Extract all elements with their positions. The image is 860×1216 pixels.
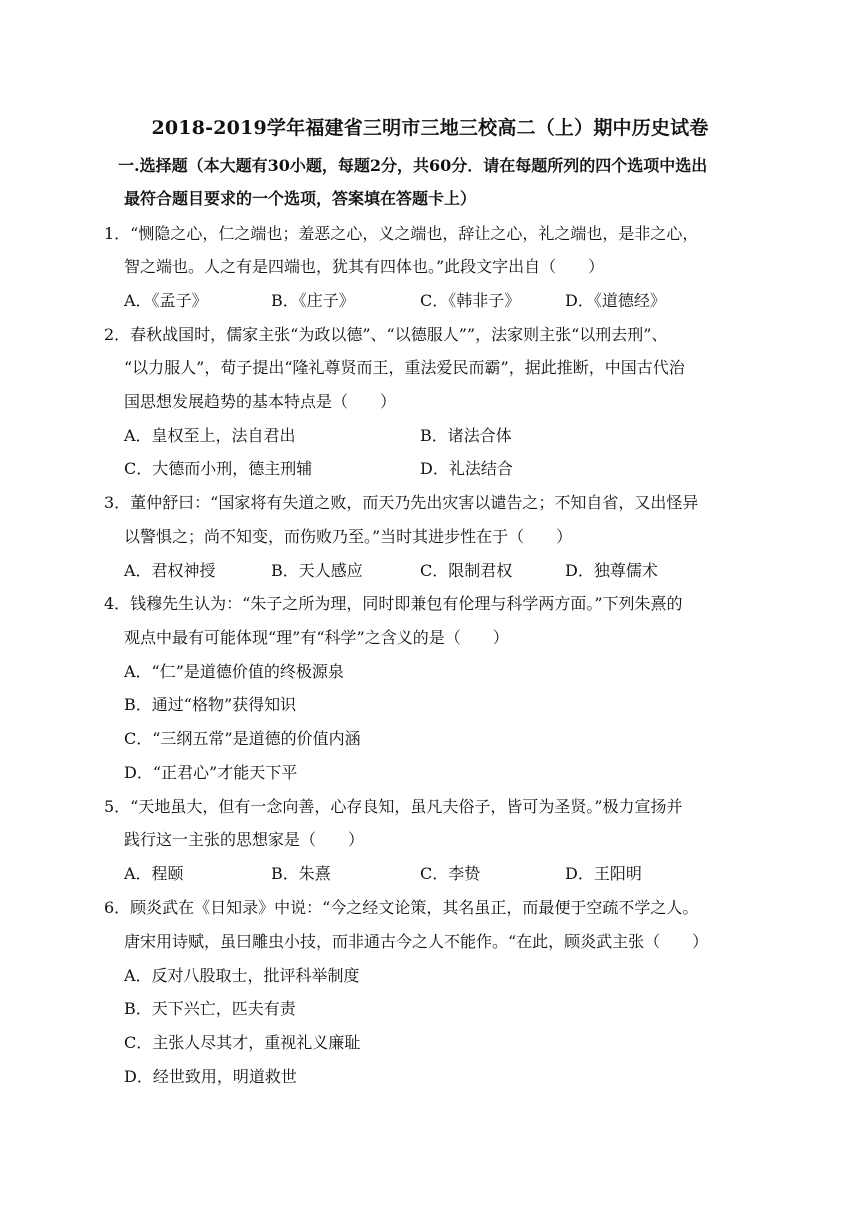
option-b: B．诸法合体: [420, 426, 512, 445]
option-b: B．通过“格物”获得知识: [124, 695, 297, 714]
option-a: A．《孟子》: [124, 291, 208, 310]
question-text-line: 国思想发展趋势的基本特点是（ ）: [124, 392, 397, 411]
question-text-line: 智之端也。人之有是四端也，犹其有四体也。”此段文字出自（ ）: [124, 257, 605, 276]
question-text-line: 唐宋用诗赋，虽曰雕虫小技，而非通古今之人不能作。“在此，顾炎武主张（ ）: [124, 932, 709, 951]
question-text-line: 1．“恻隐之心，仁之端也；羞恶之心，义之端也，辞让之心，礼之端也，是非之心，: [104, 224, 699, 243]
option-d: D．独尊儒术: [565, 561, 658, 580]
question-text-line: 6．顾炎武在《日知录》中说：“今之经文论策，其名虽正，而最便于空疏不学之人。: [104, 898, 699, 917]
question-text-line: 践行这一主张的思想家是（ ）: [124, 830, 365, 849]
question-text-line: 以警惧之；尚不知变，而伤败乃至。”当时其进步性在于（ ）: [124, 527, 573, 546]
option-d: D．《道德经》: [565, 291, 666, 310]
option-a: A．反对八股取士，批评科举制度: [124, 966, 360, 985]
option-c: C．限制君权: [420, 561, 513, 580]
option-a: A．皇权至上，法自君出: [124, 426, 296, 445]
question-text-line: 3．董仲舒曰：“国家将有失道之败，而天乃先出灾害以谴告之；不知自省，又出怪异: [104, 493, 699, 512]
option-a: A．君权神授: [124, 561, 216, 580]
option-a: A．“仁”是道德价值的终极源泉: [124, 662, 344, 681]
question-text-line: 4．钱穆先生认为：“朱子之所为理，同时即兼包有伦理与科学两方面。”下列朱熹的: [104, 594, 683, 613]
option-b: B．朱熹: [271, 864, 331, 883]
option-b: B．《庄子》: [271, 291, 355, 310]
option-d: D．经世致用，明道救世: [124, 1067, 297, 1086]
option-c: C．主张人尽其才，重视礼义廉耻: [124, 1033, 361, 1052]
option-b: B．天人感应: [271, 561, 363, 580]
section-heading-line1: 一.选择题（本大题有30小题，每题2分，共60分．请在每题所列的四个选项中选出: [118, 156, 708, 175]
question-text-line: 观点中最有可能体现“理”有“科学”之含义的是（ ）: [124, 628, 509, 647]
option-c: C．大德而小刑，德主刑辅: [124, 459, 313, 478]
section-heading-line2: 最符合题目要求的一个选项，答案填在答题卡上）: [124, 189, 477, 208]
option-c: C．《韩非子》: [420, 291, 521, 310]
question-text-line: 2．春秋战国时，儒家主张“为政以德”、“以德服人””，法家则主张“以刑去刑”、: [104, 325, 668, 344]
option-d: D．礼法结合: [420, 459, 513, 478]
option-a: A．程颐: [124, 864, 184, 883]
option-d: D．王阳明: [565, 864, 642, 883]
question-text-line: 5．“天地虽大，但有一念向善，心存良知，虽凡夫俗子，皆可为圣贤。”极力宣扬并: [104, 797, 683, 816]
option-c: C．“三纲五常”是道德的价值内涵: [124, 729, 361, 748]
question-text-line: “以力服人”，荀子提出“隆礼尊贤而王，重法爱民而霸”，据此推断，中国古代治: [124, 358, 685, 377]
exam-title: 2018-2019学年福建省三明市三地三校高二（上）期中历史试卷: [151, 117, 709, 139]
option-b: B．天下兴亡，匹夫有责: [124, 999, 296, 1018]
option-d: D．“正君心”才能天下平: [124, 763, 298, 782]
option-c: C．李贽: [420, 864, 481, 883]
